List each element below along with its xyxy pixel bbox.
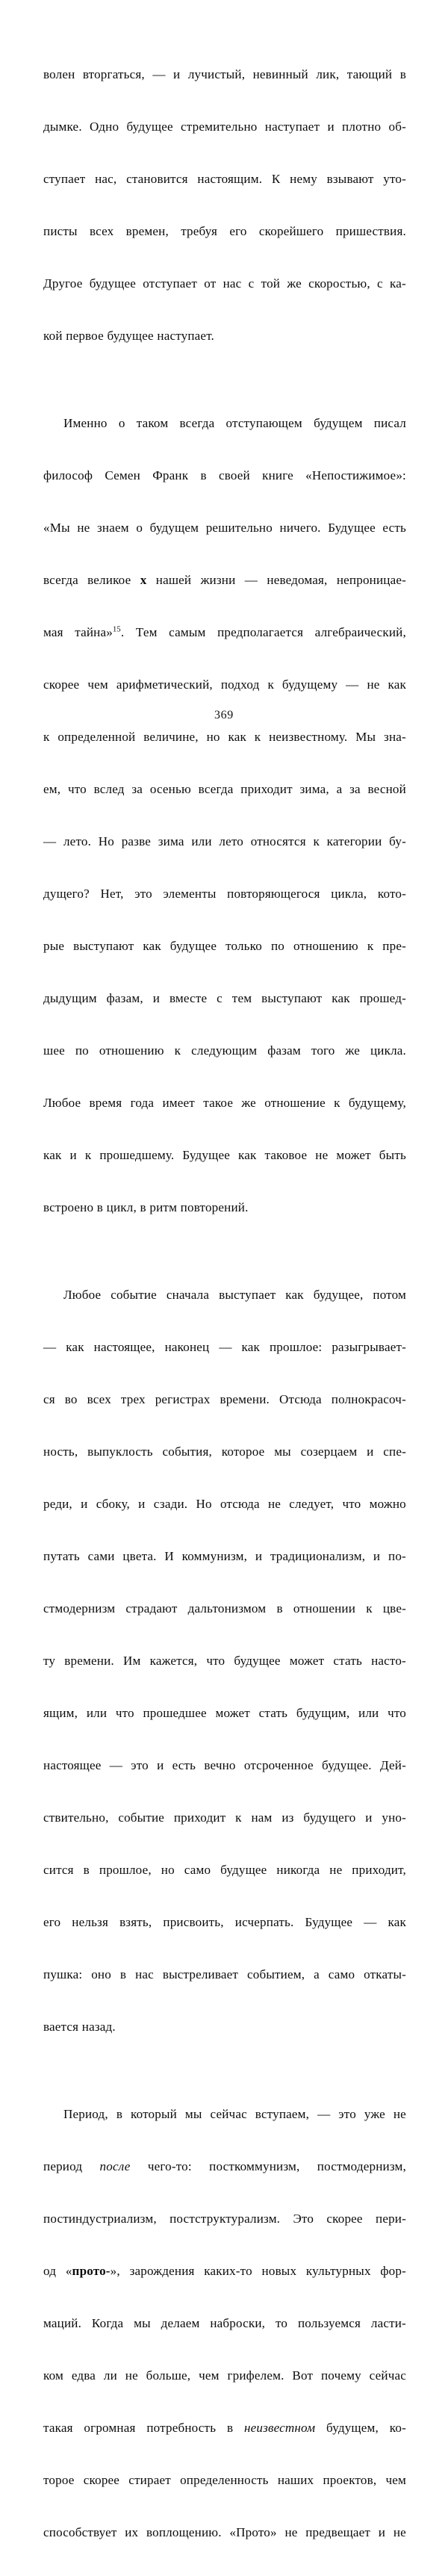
text-line: ту времени. Им кажется, что будущее может стать насто- <box>43 1653 406 1668</box>
text-line: период после чего-то: посткоммунизм, постмодернизм, <box>43 2158 406 2173</box>
text-line: дыдущим фазам, и вместе с тем выступают как прошед- <box>43 990 406 1005</box>
text-line: ем, что вслед за осенью всегда приходит зима, а за весной <box>43 781 406 796</box>
text-line: Период, в который мы сейчас вступаем, — это уже не <box>63 2106 406 2121</box>
text-line: дущего? Нет, это элементы повторяющегося цикла, кото- <box>43 886 406 901</box>
text-line: философ Семен Франк в своей книге «Непостижимое»: <box>43 468 406 482</box>
paragraph-2 <box>43 379 406 1251</box>
text-line: маций. Когда мы делаем наброски, то пользуемся ласти- <box>43 2316 406 2331</box>
text-line: сится в прошлое, но само будущее никогда не приходит, <box>43 1863 406 1878</box>
text-line: такая огромная потребность в неизвестном будущем, ко- <box>43 2421 406 2436</box>
text-line: кой первое будущее наступает. <box>43 328 214 343</box>
text-line: торое скорее стирает определенность наших проектов, чем <box>43 2473 406 2488</box>
text-line: встроено в цикл, в ритм повторений. <box>43 1200 249 1215</box>
text-line: писты всех времен, требуя его скорейшего пришествия. <box>43 223 406 238</box>
text-line: ящим, или что прошедшее может стать будущим, или что <box>43 1706 406 1720</box>
page-number: 369 <box>214 709 234 721</box>
text-line: шее по отношению к следующим фазам того же цикла. <box>43 1043 406 1058</box>
paragraph-1 <box>43 31 406 379</box>
text-column <box>43 31 406 2576</box>
footnote-marker: 15 <box>112 625 121 633</box>
text-line: рые выступают как будущее только по отношению к пре- <box>43 938 406 953</box>
text-line: ность, выпуклость события, которое мы созерцаем и спе- <box>43 1444 406 1459</box>
text-line: стмодернизм страдают дальтонизмом в отношении к цве- <box>43 1601 406 1616</box>
text-line: реди, и сбоку, и сзади. Но отсюда не следует, что можно <box>43 1496 406 1511</box>
text-line: всегда великое х нашей жизни — неведомая, непроницае- <box>43 572 406 587</box>
text-line: скорее чем арифметический, подход к будущему — не как <box>43 677 406 692</box>
text-line: ся во всех трех регистрах времени. Отсюда полнокрасоч- <box>43 1391 406 1406</box>
text-line: Любое событие сначала выступает как будущее, потом <box>63 1287 406 1302</box>
paragraph-3 <box>43 1251 406 2070</box>
text-line: дымке. Одно будущее стремительно наступает и плотно об- <box>43 119 406 134</box>
text-line: Именно о таком всегда отступающем будущем писал <box>63 415 406 430</box>
text-line: настоящее — это и есть вечно отсроченное будущее. Дей- <box>43 1758 406 1773</box>
paragraph-4 <box>43 2070 406 2576</box>
text-line: Любое время года имеет такое же отношение к будущему, <box>43 1095 406 1110</box>
text-line: вается назад. <box>43 2020 116 2035</box>
text-line: пушка: оно в нас выстреливает событием, а само откаты- <box>43 1967 406 1982</box>
text-line: его нельзя взять, присвоить, исчерпать. Будущее — как <box>43 1915 406 1930</box>
text-line: ком едва ли не больше, чем грифелем. Вот почему сейчас <box>43 2368 406 2383</box>
text-line: ствительно, событие приходит к нам из будущего и уно- <box>43 1810 406 1825</box>
text-line: волен вторгаться, — и лучистый, невинный лик, тающий в <box>43 66 406 81</box>
text-line: — лето. Но разве зима или лето относятся к категории бу- <box>43 834 406 848</box>
text-line: постиндустриализм, постструктурализм. Это скорее пери- <box>43 2211 406 2226</box>
text-line: ступает нас, становится настоящим. К нему взывают уто- <box>43 171 406 186</box>
text-line: «Мы не знаем о будущем решительно ничего. Будущее есть <box>43 520 406 535</box>
text-line: как и к прошедшему. Будущее как таковое не может быть <box>43 1148 406 1162</box>
text-line: од «прото-», зарождения каких-то новых культурных фор- <box>43 2264 406 2278</box>
text-line: способствует их воплощению. «Прото» не предвещает и не <box>43 2525 406 2540</box>
text-line: мая тайна»$^{15}$. Тем самым предполагается алгебраический, <box>43 624 406 639</box>
text-line: путать сами цвета. И коммунизм, и традиционализм, и по- <box>43 1548 406 1563</box>
text-line: к определенной величине, но как к неизвестному. Мы зна- <box>43 729 406 744</box>
text-line: — как настоящее, наконец — как прошлое: разыгрывает- <box>43 1339 406 1354</box>
text-line: Другое будущее отступает от нас с той же скоростью, с ка- <box>43 276 406 291</box>
